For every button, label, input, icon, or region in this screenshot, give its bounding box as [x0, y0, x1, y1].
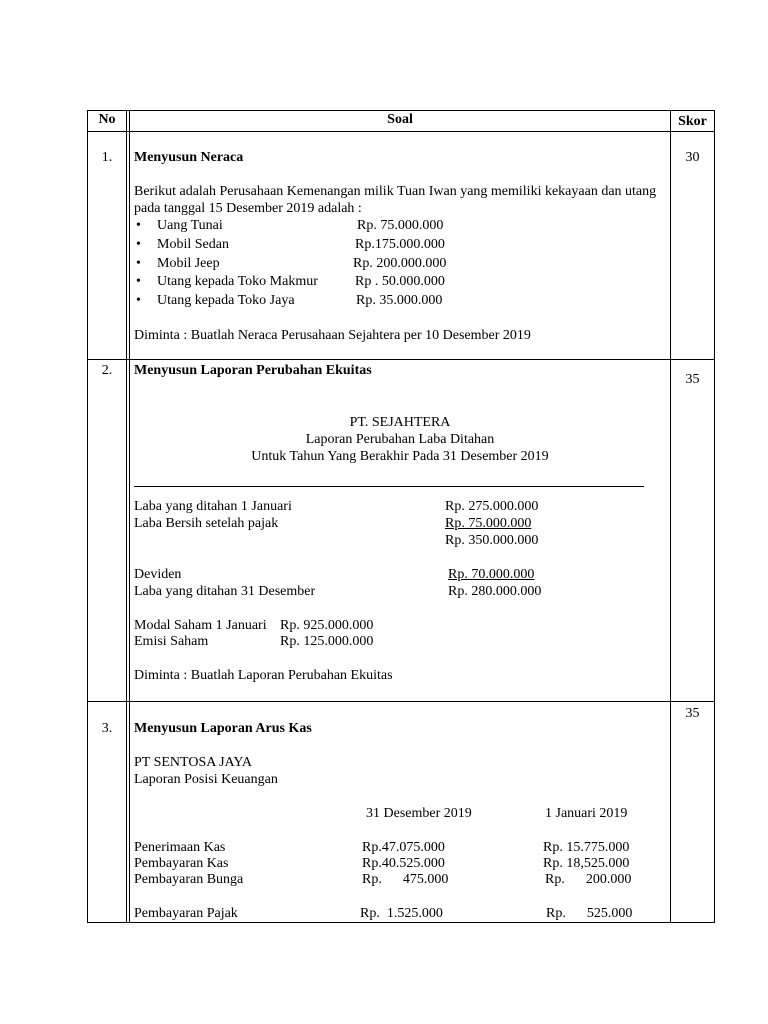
q2-score: 35: [685, 372, 700, 387]
q2-line-label: Deviden: [134, 567, 182, 582]
q2-line-label: Laba Bersih setelah pajak: [134, 516, 279, 531]
q1-item-amount: Rp.175.000.000: [355, 237, 445, 252]
q3-row-label: Pembayaran Bunga: [134, 872, 244, 887]
q3-title: Menyusun Laporan Arus Kas: [134, 721, 312, 736]
q1-item-amount: Rp . 50.000.000: [355, 274, 445, 289]
q3-row-value: Rp. 475.000: [362, 872, 449, 887]
q1-intro-line1: Berikut adalah Perusahaan Kemenangan milik Tuan Iwan yang memiliki kekayaan dan utang: [134, 184, 657, 199]
q1-task: Diminta : Buatlah Neraca Perusahaan Sejahtera per 10 Desember 2019: [134, 328, 531, 343]
q3-row-value: Rp. 525.000: [546, 906, 633, 921]
header-soal: Soal: [387, 112, 413, 127]
q2-line-label: Laba yang ditahan 1 Januari: [134, 499, 292, 514]
q1-item-amount: Rp. 75.000.000: [357, 218, 444, 233]
q3-score: 35: [685, 706, 700, 721]
table-left-border: [87, 110, 88, 923]
header-bottom-border: [87, 131, 715, 132]
q3-row-label: Pembayaran Kas: [134, 856, 229, 871]
q2-number: 2.: [101, 363, 113, 378]
column-divider-no-inner: [129, 110, 130, 923]
header-skor: Skor: [678, 114, 707, 129]
report-divider-line: [134, 486, 644, 487]
q1-number: 1.: [101, 150, 113, 165]
q3-row-value: Rp. 15.775.000: [543, 840, 630, 855]
bullet-icon: •: [136, 274, 141, 289]
q2-capital-label: Modal Saham 1 Januari: [134, 618, 267, 633]
q2-line-amount: Rp. 280.000.000: [448, 584, 542, 599]
bullet-icon: •: [136, 256, 141, 271]
q1-item-label: Utang kepada Toko Jaya: [157, 293, 295, 308]
q2-line-label: Laba yang ditahan 31 Desember: [134, 584, 316, 599]
q2-company: PT. SEJAHTERA: [349, 415, 451, 430]
q3-company: PT SENTOSA JAYA: [134, 755, 253, 770]
bullet-icon: •: [136, 237, 141, 252]
table-bottom-border: [87, 922, 715, 923]
q1-title: Menyusun Neraca: [134, 150, 244, 165]
q1-score: 30: [685, 150, 700, 165]
bullet-icon: •: [136, 218, 141, 233]
q1-item-amount: Rp. 35.000.000: [356, 293, 443, 308]
header-no: No: [98, 112, 116, 127]
row1-bottom-border: [87, 359, 715, 360]
q3-row-value: Rp. 1.525.000: [360, 906, 443, 921]
q3-number: 3.: [101, 721, 113, 736]
q3-row-value: Rp.40.525.000: [362, 856, 445, 871]
q1-intro-line2: pada tanggal 15 Desember 2019 adalah :: [134, 201, 362, 216]
q2-task: Diminta : Buatlah Laporan Perubahan Ekuitas: [134, 668, 393, 683]
q2-title: Menyusun Laporan Perubahan Ekuitas: [134, 363, 372, 378]
column-divider-skor: [670, 110, 671, 923]
q2-capital-amount: Rp. 125.000.000: [280, 634, 374, 649]
q2-report-period: Untuk Tahun Yang Berakhir Pada 31 Desember 2019: [251, 449, 549, 464]
q3-row-value: Rp.47.075.000: [362, 840, 445, 855]
q1-item-label: Utang kepada Toko Makmur: [157, 274, 318, 289]
q3-column-header: 1 Januari 2019: [545, 806, 628, 821]
q3-row-value: Rp. 18,525.000: [543, 856, 630, 871]
q2-line-amount: Rp. 75.000.000: [445, 516, 532, 531]
q2-line-amount: Rp. 275.000.000: [445, 499, 539, 514]
q3-row-label: Penerimaan Kas: [134, 840, 226, 855]
q1-item-label: Uang Tunai: [157, 218, 223, 233]
q3-row-label: Pembayaran Pajak: [134, 906, 238, 921]
bullet-icon: •: [136, 293, 141, 308]
q1-item-label: Mobil Jeep: [157, 256, 220, 271]
q2-report-title: Laporan Perubahan Laba Ditahan: [305, 432, 495, 447]
q3-report-title: Laporan Posisi Keuangan: [134, 772, 278, 787]
table-top-border: [87, 110, 715, 111]
q2-line-amount: Rp. 350.000.000: [445, 533, 539, 548]
q2-line-amount: Rp. 70.000.000: [448, 567, 535, 582]
q3-row-value: Rp. 200.000: [545, 872, 632, 887]
q3-column-header: 31 Desember 2019: [366, 806, 472, 821]
q1-item-label: Mobil Sedan: [157, 237, 229, 252]
table-right-border: [714, 110, 715, 923]
column-divider-no: [126, 110, 127, 923]
q1-item-amount: Rp. 200.000.000: [353, 256, 447, 271]
q2-capital-label: Emisi Saham: [134, 634, 209, 649]
q2-capital-amount: Rp. 925.000.000: [280, 618, 374, 633]
row2-bottom-border: [87, 701, 715, 702]
